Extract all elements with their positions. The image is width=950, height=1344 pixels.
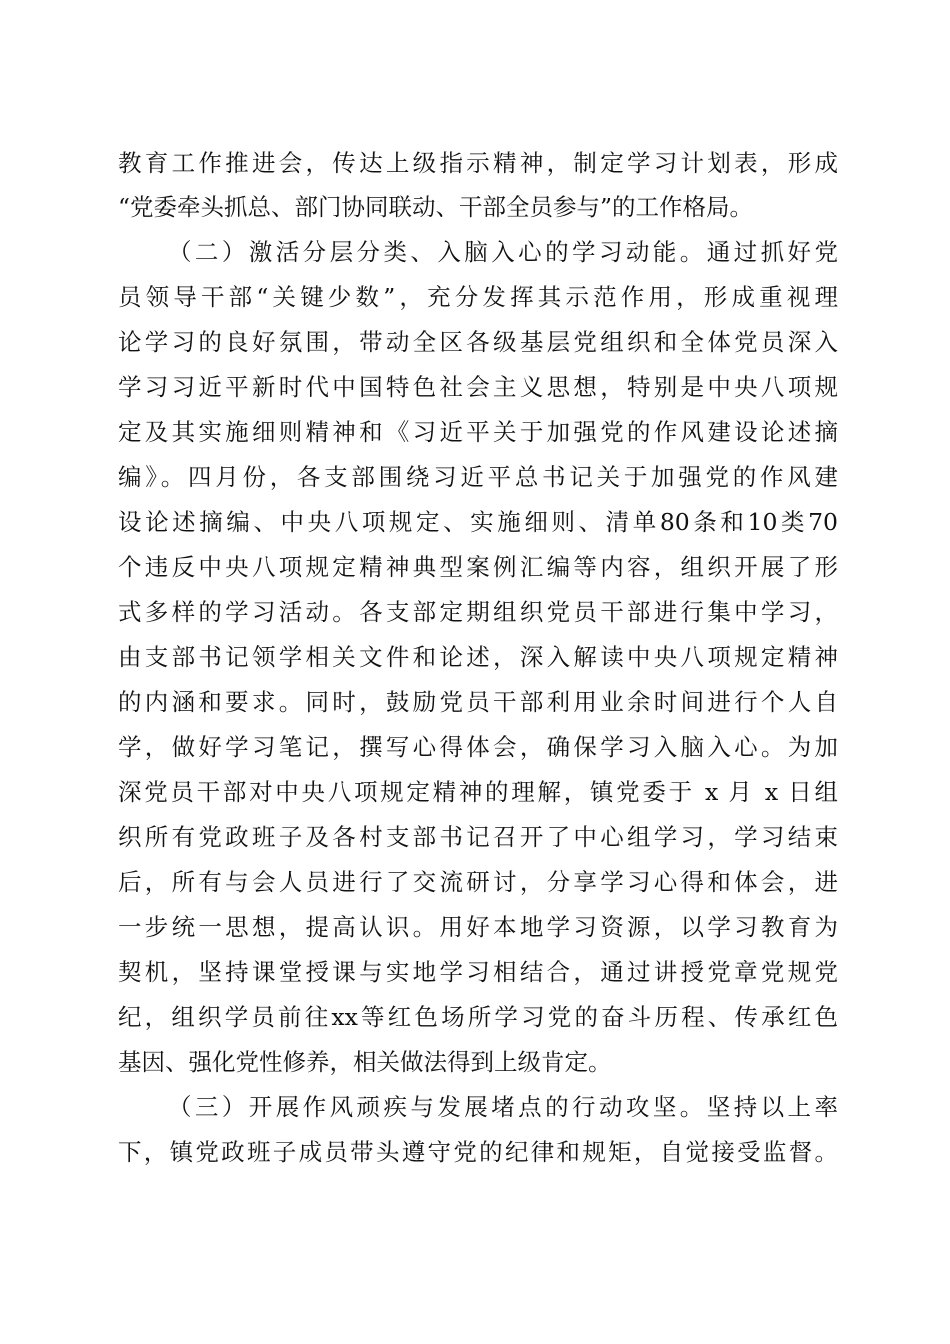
- text-line: 纪，组织学员前往xx等红色场所学习党的奋斗历程、传承红色: [118, 1003, 838, 1031]
- text-line: 设论述摘编、中央八项规定、实施细则、清单80条和10类70: [118, 508, 838, 536]
- text-line: 教育工作推进会，传达上级指示精神，制定学习计划表，形成: [118, 149, 838, 177]
- text-line: 基因、强化党性修养，相关做法得到上级肯定。: [118, 1048, 612, 1076]
- text-line: 深党员干部对中央八项规定精神的理解，镇党委于 x 月 x 日组: [118, 778, 838, 806]
- text-line: “党委牵头抓总、部门协同联动、干部全员参与”的工作格局。: [118, 193, 754, 221]
- text-line: 织所有党政班子及各村支部书记召开了中心组学习，学习结束: [118, 823, 838, 851]
- paragraph-heading-3: （三）开展作风顽疾与发展堵点的行动攻坚。坚持以上率: [168, 1093, 838, 1121]
- text-line: 员领导干部“关键少数”，充分发挥其示范作用，形成重视理: [118, 283, 838, 311]
- text-line: 编》。四月份，各支部围绕习近平总书记关于加强党的作风建: [118, 463, 838, 491]
- paragraph-heading-2: （二）激活分层分类、入脑入心的学习动能。通过抓好党: [168, 238, 838, 266]
- text-line: 一步统一思想，提高认识。用好本地学习资源，以学习教育为: [118, 913, 838, 941]
- text-line: 式多样的学习活动。各支部定期组织党员干部进行集中学习，: [118, 598, 838, 626]
- text-line: 学习习近平新时代中国特色社会主义思想，特别是中央八项规: [118, 373, 838, 401]
- text-line: 论学习的良好氛围，带动全区各级基层党组织和全体党员深入: [118, 328, 838, 356]
- text-line: 学，做好学习笔记，撰写心得体会，确保学习入脑入心。为加: [118, 733, 838, 761]
- text-line: 由支部书记领学相关文件和论述，深入解读中央八项规定精神: [118, 643, 838, 671]
- text-line: 契机，坚持课堂授课与实地学习相结合，通过讲授党章党规党: [118, 958, 838, 986]
- text-line: 的内涵和要求。同时，鼓励党员干部利用业余时间进行个人自: [118, 688, 838, 716]
- text-line: 个违反中央八项规定精神典型案例汇编等内容，组织开展了形: [118, 553, 838, 581]
- text-line: 下，镇党政班子成员带头遵守党的纪律和规矩，自觉接受监督。: [118, 1138, 838, 1166]
- text-line: 后，所有与会人员进行了交流研讨，分享学习心得和体会，进: [118, 868, 838, 896]
- text-line: 定及其实施细则精神和《习近平关于加强党的作风建设论述摘: [118, 418, 838, 446]
